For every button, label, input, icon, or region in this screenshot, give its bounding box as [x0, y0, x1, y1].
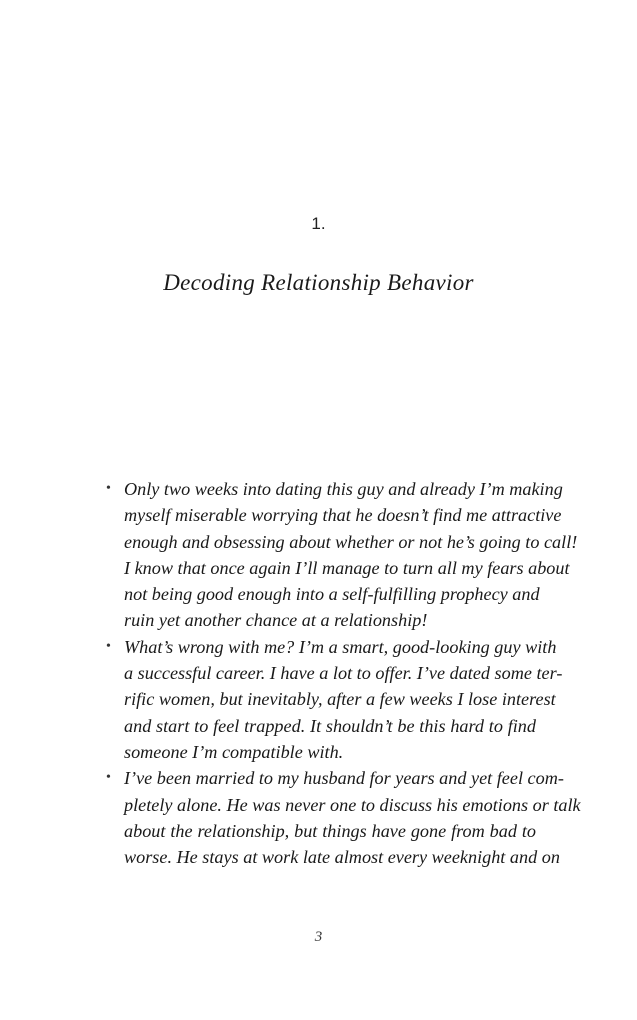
bullet-list — [104, 476, 581, 870]
text-line: I’ve been married to my husband for years and yet feel com- — [124, 768, 564, 789]
chapter-number: 1. — [311, 214, 326, 233]
bullet-icon: • — [106, 481, 111, 496]
text-line: I know that once again I’ll manage to turn all my fears about — [124, 557, 570, 578]
text-line: pletely alone. He was never one to discuss his emotions or talk — [124, 794, 581, 815]
bullet-icon: • — [106, 638, 111, 654]
text-line: What’s wrong with me? I’m a smart, good-looking guy with — [124, 636, 557, 657]
text-line: and start to feel trapped. It shouldn’t be this hard to find — [124, 715, 536, 736]
text-line: a successful career. I have a lot to offer. I’ve dated some ter- — [124, 663, 563, 684]
text-line: about the relationship, but things have gone from bad to — [124, 820, 536, 841]
text-line: ruin yet another chance at a relationship! — [124, 610, 428, 631]
text-line: someone I’m compatible with. — [124, 741, 344, 762]
text-line: not being good enough into a self-fulfilling prophecy and — [124, 584, 540, 605]
text-line: worse. He stays at work late almost every weeknight and on — [124, 847, 560, 868]
bullet-icon: • — [106, 770, 111, 786]
list-item — [104, 765, 581, 870]
list-item — [104, 476, 578, 634]
chapter-title: Decoding Relationship Behavior — [163, 270, 474, 295]
text-line: rific women, but inevitably, after a few weeks I lose interest — [124, 689, 556, 710]
page-number: 3 — [314, 929, 323, 945]
text-line: myself miserable worrying that he doesn’t find me attractive — [124, 505, 562, 526]
text-line: Only two weeks into dating this guy and already I’m making — [124, 479, 563, 499]
list-item — [104, 634, 563, 765]
text-line: enough and obsessing about whether or not he’s going to call! — [124, 531, 578, 552]
